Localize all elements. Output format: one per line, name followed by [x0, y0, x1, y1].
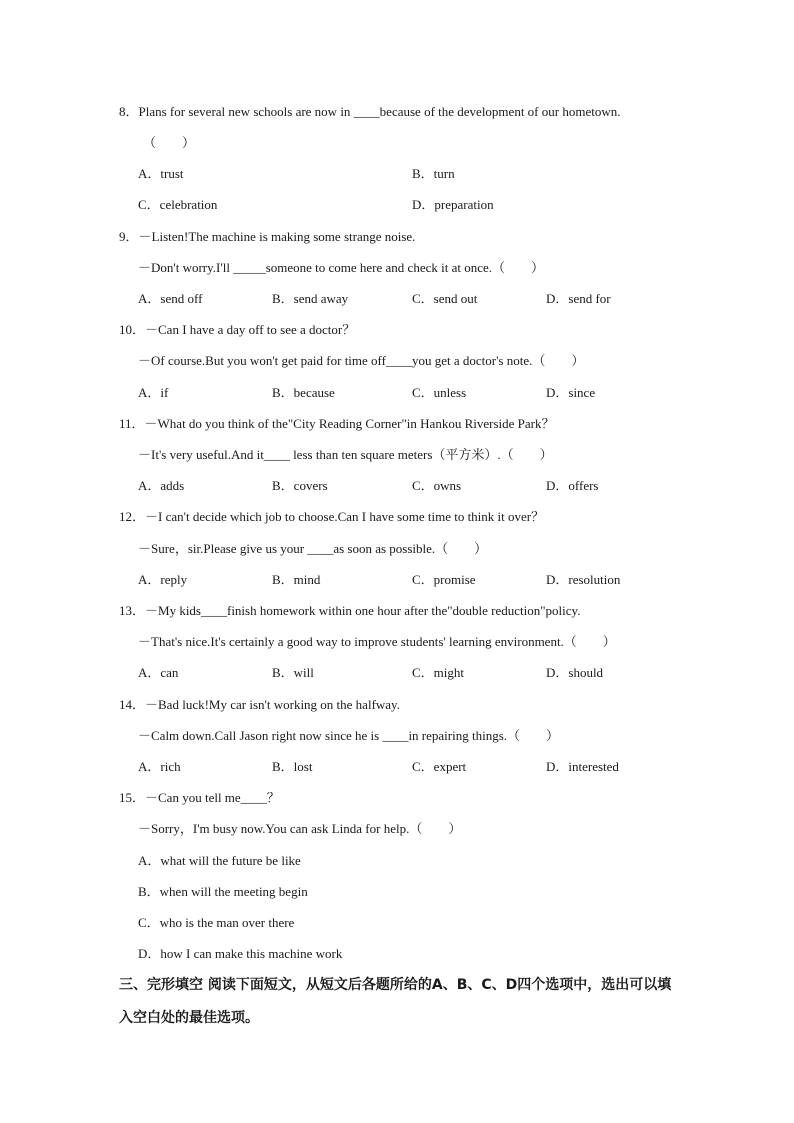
question-8-option-d: D．preparation — [412, 197, 494, 212]
section-3-heading-line2: 入空白处的最佳选项。 — [119, 1010, 259, 1026]
question-12-stem: 12．－I can't decide which job to choose.Can I have some time to think it over？ — [119, 509, 545, 524]
question-15-option-c: C．who is the man over there — [138, 915, 295, 930]
question-9-option-c: C．send out — [412, 291, 478, 306]
question-15-stem: 15．－Can you tell me____？ — [119, 790, 280, 805]
question-12-option-b: B．mind — [272, 572, 321, 587]
question-15-reply: －Sorry，I'm busy now.You can ask Linda for help.（ ） — [138, 821, 462, 836]
question-12-option-c: C．promise — [412, 572, 476, 587]
question-15-option-b: B．when will the meeting begin — [138, 884, 308, 899]
question-8-option-a: A．trust — [138, 166, 184, 181]
question-8-answer-bracket: （ ） — [143, 135, 196, 150]
question-13-reply: －That's nice.It's certainly a good way to improve students' learning environment.（ ） — [138, 634, 616, 649]
section-3-heading-line1: 三、完形填空 阅读下面短文，从短文后各题所给的A、B、C、D四个选项中，选出可以填 — [119, 977, 672, 993]
question-10-option-d: D．since — [546, 385, 596, 400]
question-11-option-c: C．owns — [412, 478, 462, 493]
question-9-option-d: D．send for — [546, 291, 611, 306]
question-14-option-c: C．expert — [412, 759, 467, 774]
question-9-option-b: B．send away — [272, 291, 349, 306]
question-10-option-c: C．unless — [412, 385, 467, 400]
question-12-option-a: A．reply — [138, 572, 188, 587]
question-9-option-a: A．send off — [138, 291, 203, 306]
question-14-stem: 14．－Bad luck!My car isn't working on the halfway. — [119, 697, 400, 712]
question-10-option-b: B．because — [272, 385, 335, 400]
question-11-stem: 11．－What do you think of the"City Reading Corner"in Hankou Riverside Park？ — [119, 416, 555, 431]
question-9-reply: －Don't worry.I'll _____someone to come here and check it at once.（ ） — [138, 260, 545, 275]
question-15-option-d: D．how I can make this machine work — [138, 946, 343, 961]
question-8-stem: 8．Plans for several new schools are now in ____because of the development of our hometown. — [119, 104, 621, 119]
question-14-option-a: A．rich — [138, 759, 181, 774]
question-13-option-b: B．will — [272, 665, 314, 680]
question-14-option-b: B．lost — [272, 759, 313, 774]
question-11-option-b: B．covers — [272, 478, 328, 493]
question-11-option-a: A．adds — [138, 478, 185, 493]
question-10-stem: 10．－Can I have a day off to see a doctor？ — [119, 322, 356, 337]
question-13-stem: 13．－My kids____finish homework within one hour after the"double reduction"policy. — [119, 603, 581, 618]
question-11-reply: －It's very useful.And it____ less than ten square meters（平方米）.（ ） — [138, 447, 553, 462]
question-12-option-d: D．resolution — [546, 572, 621, 587]
question-10-option-a: A．if — [138, 385, 169, 400]
question-11-option-d: D．offers — [546, 478, 599, 493]
question-10-reply: －Of course.But you won't get paid for time off____you get a doctor's note.（ ） — [138, 353, 585, 368]
question-8-option-c: C．celebration — [138, 197, 218, 212]
question-14-option-d: D．interested — [546, 759, 619, 774]
question-15-option-a: A．what will the future be like — [138, 853, 301, 868]
question-8-option-b: B．turn — [412, 166, 455, 181]
question-13-option-a: A．can — [138, 665, 179, 680]
question-14-reply: －Calm down.Call Jason right now since he is ____in repairing things.（ ） — [138, 728, 560, 743]
question-13-option-c: C．might — [412, 665, 465, 680]
question-12-reply: －Sure，sir.Please give us your ____as soon as possible.（ ） — [138, 541, 488, 556]
question-13-option-d: D．should — [546, 665, 604, 680]
question-9-stem: 9．－Listen!The machine is making some strange noise. — [119, 229, 416, 244]
